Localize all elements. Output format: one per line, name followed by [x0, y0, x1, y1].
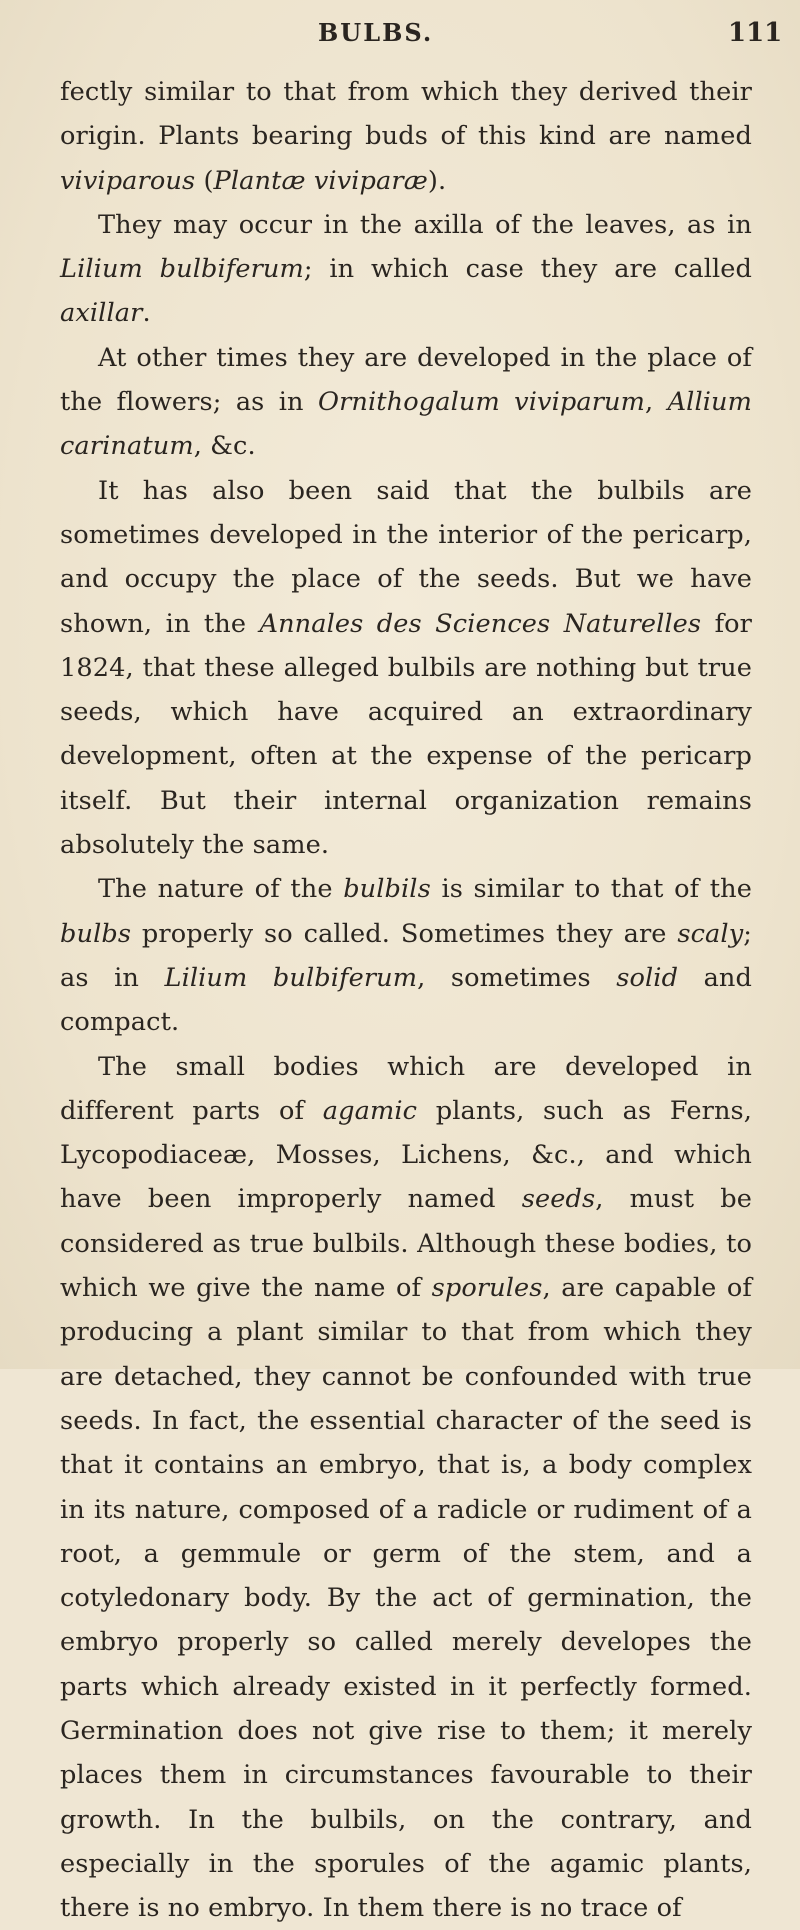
text-run: ; in which case they are called — [303, 254, 752, 285]
italic-run: Ornithogalum viviparum — [317, 387, 645, 418]
paragraph — [60, 1045, 752, 1930]
italic-run: viviparous — [60, 165, 196, 196]
text-run: It has also been said that the bulbils are sometimes developed in the interior of the pericarp, and occupy the place of the seeds. But we have shown, in the — [60, 475, 752, 639]
paragraph — [60, 336, 752, 469]
text-run: . — [142, 298, 151, 329]
text-run: properly so called. Sometimes they are — [131, 918, 678, 949]
text-run: At other times they are developed in the place of the flowers; as in — [60, 342, 752, 418]
text-run: ( — [195, 165, 214, 196]
italic-run: sporules — [431, 1273, 543, 1304]
body-text — [60, 70, 752, 1930]
italic-run: axillar — [60, 298, 143, 329]
italic-run: Lilium bulbiferum — [60, 254, 304, 285]
text-run: ). — [427, 165, 447, 196]
running-title: BULBS. — [318, 18, 434, 47]
text-run: The small bodies which are developed in different parts of — [60, 1051, 752, 1126]
running-head — [0, 14, 800, 54]
text-run: is similar to that of the — [430, 874, 752, 905]
italic-run: Allium carinatum — [60, 387, 752, 462]
text-run: , &c. — [193, 431, 256, 462]
text-run: ; as in — [60, 918, 752, 993]
italic-run: bulbs — [60, 918, 132, 949]
paragraph — [60, 867, 752, 1044]
text-run: They may occur in the axilla of the leaves, as in — [98, 209, 752, 240]
italic-run: agamic — [322, 1095, 418, 1126]
page-number: 111 — [728, 18, 783, 48]
italic-run: Plantæ viviparæ — [213, 165, 428, 196]
italic-run: bulbils — [343, 874, 431, 905]
text-run: , — [645, 387, 668, 418]
text-run: The nature of the — [98, 874, 344, 905]
italic-run: scaly — [677, 918, 744, 949]
text-run: for 1824, that these alleged bulbils are nothing but true seeds, which have acquired an extraordinary development, often at the expense of the pericarp itself. But their internal organization remains absolutely the same. — [60, 608, 752, 861]
italic-run: seeds — [521, 1184, 596, 1215]
text-run: , are capable of producing a plant similar to that from which they are detached, they cannot be confounded with true seeds. In fact, the essential character of the seed is that it contains an embryo, that is, a body complex in its nature, composed of a radicle or rudiment of a root, a gemmule or germ of the stem, and a cotyledonary body. By the act of germination, the embryo properly so called merely developes the parts which already existed in it perfectly formed. Germination does not give rise to them; it merely places them in circumstances favourable to their growth. In the bulbils, on the contrary, and especially in the sporules of the agamic plants, there is no embryo. In them there is no trace of — [60, 1273, 752, 1924]
text-run: plants, such as Ferns, Lycopodiaceæ, Mosses, Lichens, &c., and which have been improperly named — [60, 1095, 753, 1215]
paragraph — [60, 469, 752, 868]
italic-run: Lilium bulbiferum — [164, 962, 418, 993]
paragraph — [60, 203, 752, 336]
text-run: , sometimes — [417, 962, 617, 993]
text-run: fectly similar to that from which they derived their origin. Plants bearing buds of this kind are named — [60, 77, 752, 152]
italic-run: solid — [616, 962, 679, 993]
text-run: , must be considered as true bulbils. Although these bodies, to which we give the name of — [60, 1184, 752, 1304]
italic-run: Annales des Sciences Naturelles — [259, 608, 702, 639]
paragraph — [60, 70, 752, 203]
text-run: and compact. — [60, 962, 752, 1038]
